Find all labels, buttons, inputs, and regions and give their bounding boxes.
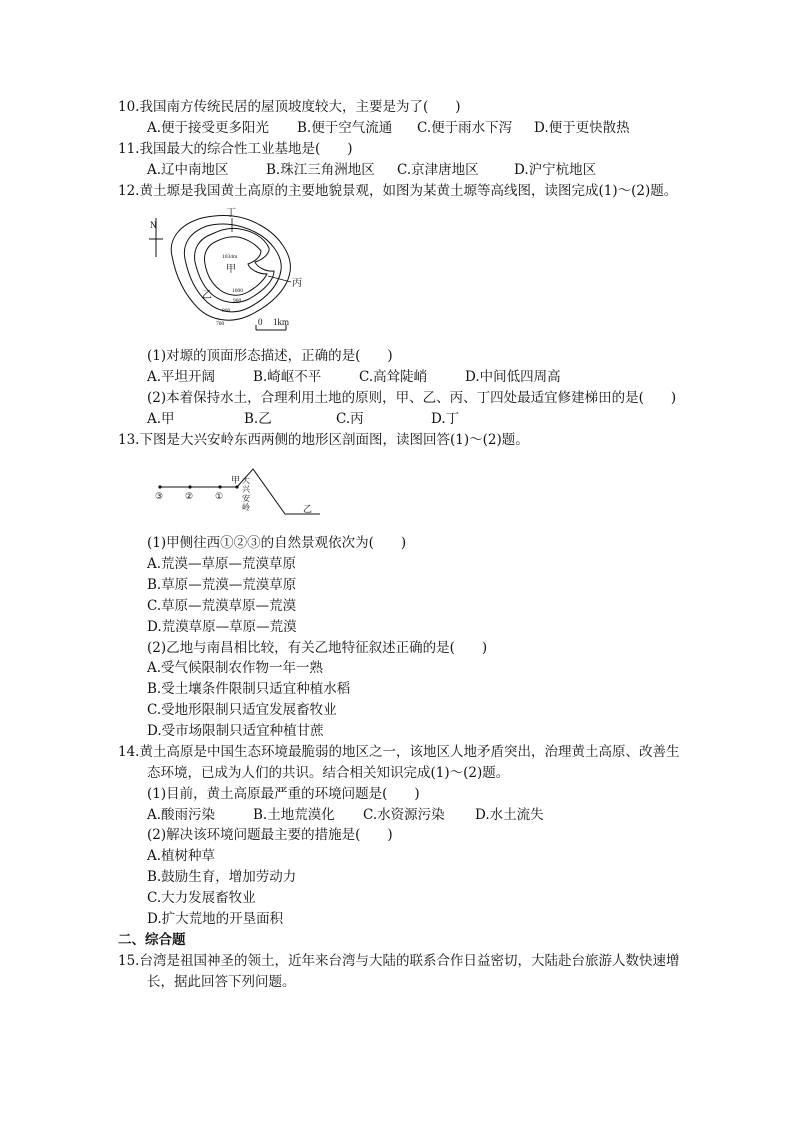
q13-sub1-option-d: D.荒漠草原—草原—荒漠 [147, 619, 297, 635]
north-arrow-icon [149, 218, 163, 257]
profile-yi-label: 乙 [303, 504, 313, 514]
q13-stem: 13.下图是大兴安岭东西两侧的地形区剖面图，读图回答(1)～(2)题。 [118, 432, 529, 448]
peak-elevation-label: 1034m [222, 254, 238, 260]
point-bing-label: 丙 [292, 278, 302, 289]
q10-options [147, 119, 630, 137]
q13-sub1-stem: (1)甲侧往西①②③的自然景观依次为( ) [147, 535, 407, 551]
da-xing-an-ling-profile [145, 465, 325, 520]
q13-sub1-option-a: A.荒漠—草原—荒漠草原 [147, 556, 297, 572]
mountain-char-3: 安 [242, 494, 250, 503]
q11-option-a: A.辽中南地区 [147, 162, 229, 178]
q13-sub2-option-c: C.受地形限制只适宜发展畜牧业 [147, 702, 337, 718]
q15-stem-line2: 长，据此回答下列问题。 [147, 974, 296, 990]
q14-sub2-option-c: C.大力发展畜牧业 [147, 890, 256, 906]
mountain-char-1: 大 [242, 476, 250, 485]
q14-sub2-option-b: B.鼓励生育，增加劳动力 [147, 869, 297, 885]
q14-sub1-stem: (1)目前，黄土高原最严重的环境问题是( ) [147, 786, 420, 802]
scale-bar [256, 317, 289, 330]
q12-stem: 12.黄土塬是我国黄土高原的主要地貌景观，如图为某黄土塬等高线图，读图完成(1)～(2)题。 [118, 183, 678, 199]
q14-sub2-stem: (2)解决该环境问题最主要的措施是( ) [147, 827, 393, 843]
q15-stem-line1: 15.台湾是祖国神圣的领土，近年来台湾与大陆的联系合作日益密切，大陆赴台旅游人数快速增 [118, 953, 680, 969]
q13-sub1-option-b: B.草原—荒漠—荒漠草原 [147, 577, 297, 593]
point-yi-label: 乙 [202, 290, 212, 301]
mountain-char-4: 岭 [242, 503, 250, 512]
q12-sub1-option-b: B.崎岖不平 [253, 369, 322, 385]
q13-sub2-option-d: D.受市场限制只适宜种植甘蔗 [147, 723, 324, 739]
q12-sub1-options [147, 368, 561, 386]
q12-sub1-option-c: C.高耸陡峭 [359, 369, 428, 385]
contour-700-label: 700 [216, 321, 225, 327]
q10-option-b: B.便于空气流通 [297, 120, 393, 136]
profile-point-3: ③ [155, 491, 164, 501]
q13-sub1-option-c: C.草原—荒漠草原—荒漠 [147, 598, 297, 614]
point-ding-label: 丁 [226, 208, 236, 219]
q14-sub1-option-c: C.水资源污染 [363, 807, 445, 823]
q11-stem: 11.我国最大的综合性工业基地是( ) [118, 141, 353, 157]
scale-km-label: 1km [273, 317, 290, 327]
q12-sub2-option-d: D.丁 [431, 411, 460, 427]
q11-option-d: D.沪宁杭地区 [514, 162, 597, 178]
q10-option-d: D.便于更快散热 [534, 120, 630, 136]
q14-sub1-option-d: D.水土流失 [475, 807, 544, 823]
q12-sub2-option-b: B.乙 [244, 411, 272, 427]
section-heading: 二、综合题 [118, 932, 186, 948]
q14-stem-line2: 态环境，已成为人们的共识。结合相关知识完成(1)～(2)题。 [147, 765, 510, 781]
q12-sub1-option-a: A.平坦开阔 [147, 369, 216, 385]
q10-stem: 10.我国南方传统民居的屋顶坡度较大，主要是为了( ) [118, 99, 461, 115]
q13-sub2-stem: (2)乙地与南昌相比较，有关乙地特征叙述正确的是( ) [147, 640, 488, 656]
contour-1000-label: 1000 [232, 288, 243, 294]
q14-sub2-option-a: A.植树种草 [147, 848, 216, 864]
q12-sub2-option-a: A.甲 [147, 411, 175, 427]
contour-900-label: 900 [233, 298, 242, 304]
scale-zero-label: 0 [258, 317, 263, 327]
q12-sub1-option-d: D.中间低四周高 [465, 369, 561, 385]
profile-point-2: ② [185, 491, 194, 501]
q10-option-c: C.便于雨水下泻 [417, 120, 513, 136]
north-label: N [150, 220, 157, 230]
q14-sub1-options [147, 806, 544, 824]
q12-sub2-options [147, 410, 459, 428]
q12-sub2-option-c: C.丙 [336, 411, 364, 427]
profile-jia-label: 甲 [231, 475, 241, 485]
q14-sub1-option-b: B.土地荒漠化 [253, 807, 335, 823]
q14-sub2-option-d: D.扩大荒地的开垦面积 [147, 911, 284, 927]
q11-option-b: B.珠江三角洲地区 [266, 162, 375, 178]
q10-option-a: A.便于接受更多阳光 [147, 120, 270, 136]
q14-stem-line1: 14.黄土高原是中国生态环境最脆弱的地区之一，该地区人地矛盾突出，治理黄土高原、改善生 [118, 744, 680, 760]
q13-sub2-option-a: A.受气候限制农作物一年一熟 [147, 660, 324, 676]
q12-sub2-stem: (2)本着保持水土，合理利用土地的原则，甲、乙、丙、丁四处最适宜修建梯田的是( ) [147, 390, 677, 406]
q13-sub2-option-b: B.受土壤条件限制只适宜种植水稻 [147, 681, 351, 697]
loess-tableland-contour-map [140, 204, 310, 334]
contour-800-label: 800 [222, 308, 231, 314]
q14-sub1-option-a: A.酸雨污染 [147, 807, 216, 823]
mountain-char-2: 兴 [242, 485, 250, 494]
point-jia-label: 甲 [226, 264, 236, 275]
q12-sub1-stem: (1)对塬的顶面形态描述，正确的是( ) [147, 348, 393, 364]
q11-option-c: C.京津唐地区 [397, 162, 479, 178]
profile-point-1: ① [215, 491, 224, 501]
q11-options [147, 161, 596, 179]
